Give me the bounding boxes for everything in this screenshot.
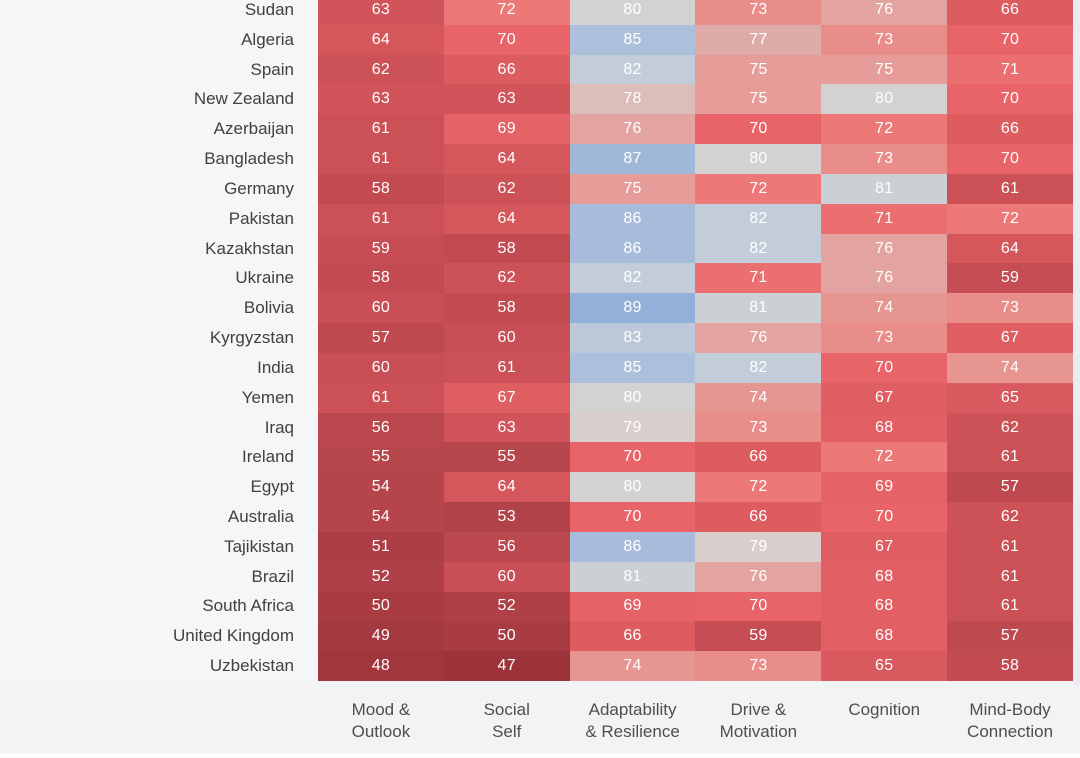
heatmap-cell: 76 [570,114,696,144]
heatmap-cell: 61 [947,592,1073,622]
heatmap-cell: 48 [318,651,444,681]
heatmap-cell: 50 [318,592,444,622]
heatmap-cell: 75 [570,174,696,204]
heatmap-cell: 60 [444,562,570,592]
heatmap-cell: 66 [570,621,696,651]
row-label-country: India [257,357,294,377]
heatmap-cell: 59 [947,263,1073,293]
column-label-line2: Motivation [719,721,798,741]
heatmap-cell: 86 [570,234,696,264]
row-label-country: Kazakhstan [205,238,294,258]
heatmap-cell: 69 [570,592,696,622]
heatmap-cell: 83 [570,323,696,353]
heatmap-cell: 51 [318,532,444,562]
row-label-country: Sudan [244,0,294,19]
heatmap-cell: 67 [821,532,947,562]
column-label [821,699,947,742]
row-label-country: Bangladesh [204,149,294,169]
row-label-country: Azerbaijan [213,119,294,139]
column-label [570,699,696,742]
heatmap-cell: 66 [947,114,1073,144]
heatmap-cell: 68 [821,592,947,622]
heatmap-cell: 77 [695,25,821,55]
heatmap-cell: 72 [695,472,821,502]
heatmap-cell: 65 [947,383,1073,413]
row-label-country: New Zealand [193,89,294,109]
row-label-country: Yemen [241,387,294,407]
heatmap-cell: 64 [947,234,1073,264]
row-label-country: Uzbekistan [209,656,294,676]
column-label-line1: Mood & [351,700,411,719]
heatmap-cell: 72 [821,114,947,144]
heatmap-cell: 82 [695,353,821,383]
heatmap-cell: 73 [821,144,947,174]
heatmap-cell: 55 [444,442,570,472]
heatmap-cell: 70 [947,84,1073,114]
heatmap-cell: 72 [444,0,570,25]
heatmap-cell: 58 [947,651,1073,681]
row-label-country: Germany [224,178,294,198]
column-label-line1: Mind-Body [969,700,1051,719]
heatmap-cell: 76 [821,234,947,264]
heatmap-cell: 58 [444,234,570,264]
heatmap-cell: 80 [570,472,696,502]
heatmap-cell: 66 [695,502,821,532]
heatmap-cell: 79 [695,532,821,562]
row-label-country: Algeria [241,29,294,49]
heatmap-cell: 60 [318,353,444,383]
heatmap-cell: 61 [318,114,444,144]
heatmap-cell: 52 [318,562,444,592]
row-label-country: Egypt [250,477,294,497]
heatmap-cell: 71 [695,263,821,293]
heatmap-cell: 61 [444,353,570,383]
heatmap-cell: 76 [821,263,947,293]
heatmap-cell: 80 [821,84,947,114]
column-label-line2: Self [492,721,522,741]
column-label [318,699,444,742]
heatmap-cell: 57 [947,472,1073,502]
row-label-country: Iraq [264,417,294,437]
heatmap-cell: 76 [695,323,821,353]
heatmap-cell: 62 [444,174,570,204]
heatmap-cell: 72 [821,442,947,472]
heatmap-cell: 72 [947,204,1073,234]
heatmap-cell: 52 [444,592,570,622]
heatmap-cell: 71 [821,204,947,234]
heatmap-cell: 75 [821,55,947,85]
heatmap-cell: 63 [318,0,444,25]
row-label-country: South Africa [202,596,294,616]
heatmap-cell: 75 [695,55,821,85]
row-label-country: Ukraine [235,268,294,288]
column-label-line1: Cognition [848,700,921,719]
heatmap-cell: 89 [570,293,696,323]
heatmap-cell: 73 [695,651,821,681]
heatmap-cell: 82 [695,204,821,234]
heatmap-cell: 53 [444,502,570,532]
heatmap-cell: 56 [318,413,444,443]
heatmap-cell: 67 [947,323,1073,353]
heatmap-cell: 54 [318,502,444,532]
heatmap-cell: 57 [318,323,444,353]
heatmap-cell: 64 [444,204,570,234]
heatmap-cell: 78 [570,84,696,114]
heatmap-cell: 70 [570,442,696,472]
bottom-edge-strip [0,753,1080,758]
heatmap-cell: 60 [318,293,444,323]
heatmap-cell: 59 [318,234,444,264]
heatmap-cell: 69 [821,472,947,502]
heatmap-cell: 76 [695,562,821,592]
right-gutter [1073,0,1080,685]
heatmap-cell: 80 [570,0,696,25]
heatmap-cell: 74 [570,651,696,681]
heatmap-cell: 58 [318,174,444,204]
heatmap-cell: 79 [570,413,696,443]
heatmap-cell: 68 [821,621,947,651]
heatmap-cell: 81 [570,562,696,592]
heatmap-cell: 62 [318,55,444,85]
heatmap-cell: 66 [947,0,1073,25]
heatmap-cell: 60 [444,323,570,353]
heatmap-cell: 61 [947,562,1073,592]
heatmap-cell: 70 [695,114,821,144]
row-label-country: Brazil [251,566,294,586]
heatmap-cell: 57 [947,621,1073,651]
row-label-country: Australia [227,506,294,526]
heatmap-cell: 58 [318,263,444,293]
row-label-country: Ireland [242,447,294,467]
heatmap-cell: 61 [947,532,1073,562]
heatmap-cell: 64 [444,144,570,174]
heatmap-cell: 61 [318,204,444,234]
heatmap-cell: 47 [444,651,570,681]
heatmap-cell: 66 [444,55,570,85]
heatmap-cell: 66 [695,442,821,472]
heatmap-cell: 62 [947,502,1073,532]
heatmap-cell: 85 [570,353,696,383]
column-label-line1: Drive & [730,700,787,719]
heatmap-cell: 64 [444,472,570,502]
heatmap-cell: 61 [947,442,1073,472]
heatmap-cell: 82 [695,234,821,264]
heatmap-cell: 59 [695,621,821,651]
heatmap-cell: 73 [821,25,947,55]
heatmap-cell: 76 [821,0,947,25]
heatmap-cell: 87 [570,144,696,174]
heatmap-cell: 61 [947,174,1073,204]
heatmap-cell: 70 [821,502,947,532]
heatmap-cell: 73 [695,0,821,25]
heatmap-cell: 75 [695,84,821,114]
heatmap-cell: 73 [947,293,1073,323]
heatmap-cell: 81 [695,293,821,323]
row-label-country: Kyrgyzstan [209,328,294,348]
heatmap-cell: 63 [444,413,570,443]
row-label-country: Tajikistan [224,536,294,556]
heatmap-cell: 68 [821,562,947,592]
heatmap-cell: 80 [695,144,821,174]
heatmap-cell: 82 [570,55,696,85]
heatmap-cell: 67 [821,383,947,413]
heatmap-cell: 74 [821,293,947,323]
heatmap-cell: 74 [695,383,821,413]
heatmap-cell: 70 [570,502,696,532]
heatmap-cell: 61 [318,144,444,174]
heatmap-cell: 71 [947,55,1073,85]
heatmap-cell: 70 [947,144,1073,174]
heatmap-cell: 62 [444,263,570,293]
heatmap-cell: 70 [947,25,1073,55]
heatmap-cell: 70 [444,25,570,55]
heatmap-cell: 86 [570,204,696,234]
heatmap-cell: 80 [570,383,696,413]
row-label-country: Bolivia [243,298,294,318]
heatmap-cell: 73 [821,323,947,353]
heatmap-cell: 74 [947,353,1073,383]
heatmap-cell: 62 [947,413,1073,443]
heatmap-cell: 58 [444,293,570,323]
heatmap-cell: 82 [570,263,696,293]
heatmap-cell: 85 [570,25,696,55]
column-label [947,699,1073,742]
heatmap-cell: 73 [695,413,821,443]
column-label [444,699,570,742]
row-label-country: Spain [250,59,294,79]
heatmap-cell: 54 [318,472,444,502]
heatmap-cell: 50 [444,621,570,651]
heatmap-cell: 56 [444,532,570,562]
heatmap-cell: 61 [318,383,444,413]
column-label [695,699,821,742]
column-label-line1: Adaptability [588,700,677,719]
heatmap-cell: 49 [318,621,444,651]
heatmap-cell: 86 [570,532,696,562]
heatmap-cell: 70 [695,592,821,622]
column-label-line1: Social [483,700,530,719]
column-label-line2: Connection [967,721,1054,741]
heatmap-cell: 72 [695,174,821,204]
heatmap-cell: 68 [821,413,947,443]
heatmap-cell: 70 [821,353,947,383]
heatmap-cell: 67 [444,383,570,413]
heatmap-cell: 65 [821,651,947,681]
heatmap-cell: 63 [444,84,570,114]
heatmap-cell: 63 [318,84,444,114]
heatmap-cell: 64 [318,25,444,55]
heatmap-cell: 55 [318,442,444,472]
row-label-country: United Kingdom [173,626,294,646]
column-axis-labels [318,681,1073,742]
row-label-country: Pakistan [228,208,294,228]
column-label-line2: Outlook [351,721,411,741]
column-label-line2: & Resilience [585,721,680,741]
heatmap-cell: 69 [444,114,570,144]
heatmap-cell: 81 [821,174,947,204]
